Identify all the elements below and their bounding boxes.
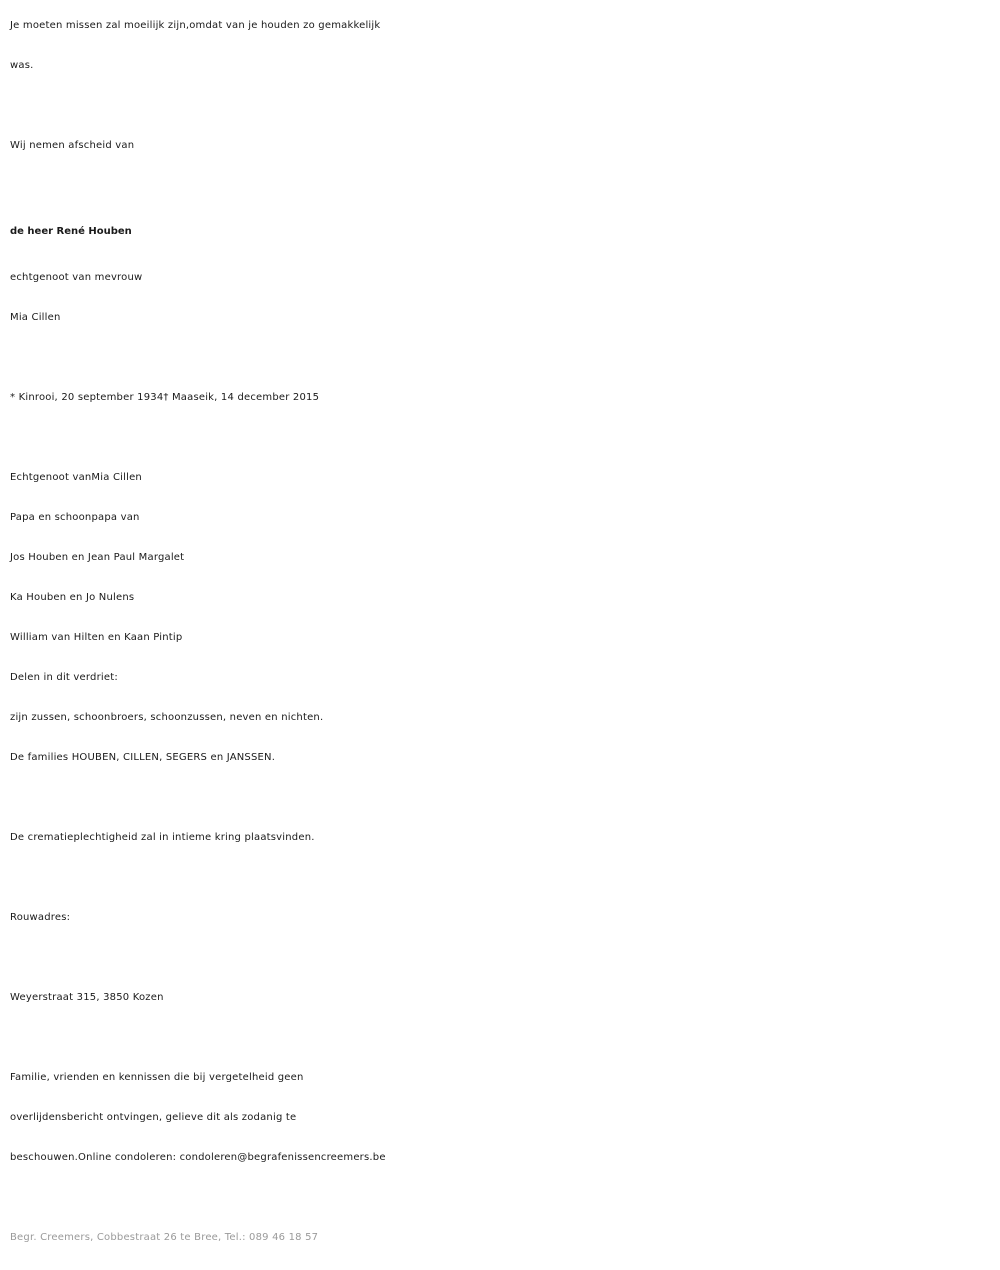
address-value: Weyerstraat 315, 3850 Kozen <box>10 992 164 1003</box>
quote-line-1: Je moeten missen zal moeilijk zijn,omdat van je houden zo gemakkelijk <box>10 20 381 31</box>
spacer <box>10 1018 990 1058</box>
ceremony-text: De crematieplechtigheid zal in intieme kring plaatsvinden. <box>10 832 315 843</box>
deceased-name: de heer René Houben <box>10 226 132 237</box>
funeral-home-footer: Begr. Creemers, Cobbestraat 26 te Bree, Tel.: 089 46 18 57 <box>10 1232 319 1243</box>
spacer <box>10 418 990 458</box>
spacer <box>10 938 990 978</box>
notice-line-1: Familie, vrienden en kennissen die bij vergetelheid geen <box>10 1072 304 1083</box>
family-line: Ka Houben en Jo Nulens <box>10 592 135 603</box>
obituary-notice <box>10 6 990 1258</box>
spacer <box>10 338 990 378</box>
notice-line-2: overlijdensbericht ontvingen, gelieve dit als zodanig te <box>10 1112 297 1123</box>
spacer <box>10 858 990 898</box>
spacer <box>10 778 990 818</box>
farewell-text: Wij nemen afscheid van <box>10 140 135 151</box>
notice-line-3: beschouwen.Online condoleren: condoleren@begrafenissencreemers.be <box>10 1152 386 1163</box>
family-line: William van Hilten en Kaan Pintip <box>10 632 183 643</box>
family-line: zijn zussen, schoonbroers, schoonzussen, neven en nichten. <box>10 712 324 723</box>
spacer <box>10 1178 990 1218</box>
family-line: Echtgenoot vanMia Cillen <box>10 472 142 483</box>
family-line: Delen in dit verdriet: <box>10 672 118 683</box>
family-list <box>10 458 990 778</box>
spacer <box>10 166 990 206</box>
family-line: Jos Houben en Jean Paul Margalet <box>10 552 185 563</box>
quote-line-2: was. <box>10 60 34 71</box>
spouse-line-1: echtgenoot van mevrouw <box>10 272 143 283</box>
family-line: Papa en schoonpapa van <box>10 512 140 523</box>
spouse-line-2: Mia Cillen <box>10 312 61 323</box>
spacer <box>10 86 990 126</box>
address-label: Rouwadres: <box>10 912 71 923</box>
family-line: De families HOUBEN, CILLEN, SEGERS en JANSSEN. <box>10 752 276 763</box>
birth-death-dates: * Kinrooi, 20 september 1934† Maaseik, 14 december 2015 <box>10 392 320 403</box>
